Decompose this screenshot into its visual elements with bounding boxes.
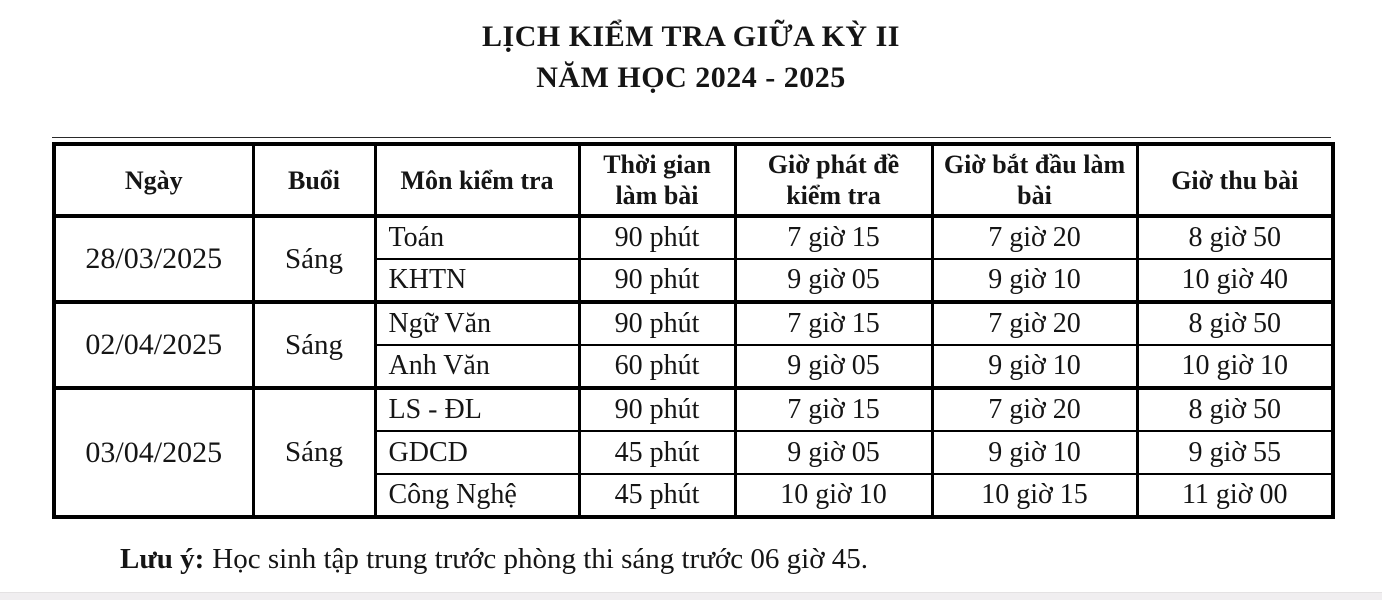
subject-cell: KHTN: [375, 259, 579, 302]
handout-cell: 9 giờ 05: [735, 259, 932, 302]
collect-cell: 8 giờ 50: [1137, 216, 1333, 259]
header-duration: Thời gian làm bài: [579, 144, 735, 216]
handout-cell: 7 giờ 15: [735, 388, 932, 431]
subject-cell: Công Nghệ: [375, 474, 579, 517]
subject-cell: LS - ĐL: [375, 388, 579, 431]
duration-cell: 45 phút: [579, 474, 735, 517]
header-handout-time: Giờ phát đề kiểm tra: [735, 144, 932, 216]
note-text: Học sinh tập trung trước phòng thi sáng trước 06 giờ 45.: [212, 543, 869, 575]
collect-cell: 8 giờ 50: [1137, 388, 1333, 431]
note-label: Lưu ý:: [120, 543, 205, 575]
start-cell: 9 giờ 10: [932, 431, 1137, 474]
start-cell: 7 giờ 20: [932, 216, 1137, 259]
table-row: [54, 388, 1333, 431]
handout-cell: 7 giờ 15: [735, 216, 932, 259]
start-cell: 10 giờ 15: [932, 474, 1137, 517]
header-date: Ngày: [54, 144, 253, 216]
subject-cell: Toán: [375, 216, 579, 259]
session-cell: Sáng: [253, 216, 375, 302]
date-cell: 03/04/2025: [54, 388, 253, 517]
header-collect-time: Giờ thu bài: [1137, 144, 1333, 216]
handout-cell: 7 giờ 15: [735, 302, 932, 345]
date-cell: 28/03/2025: [54, 216, 253, 302]
subject-cell: Anh Văn: [375, 345, 579, 388]
handout-cell: 9 giờ 05: [735, 431, 932, 474]
start-cell: 9 giờ 10: [932, 259, 1137, 302]
table-row: [54, 216, 1333, 259]
duration-cell: 90 phút: [579, 216, 735, 259]
duration-cell: 45 phút: [579, 431, 735, 474]
duration-cell: 90 phút: [579, 259, 735, 302]
table-top-rule: [52, 137, 1331, 138]
subject-cell: GDCD: [375, 431, 579, 474]
header-session: Buổi: [253, 144, 375, 216]
start-cell: 9 giờ 10: [932, 345, 1137, 388]
duration-cell: 60 phút: [579, 345, 735, 388]
exam-schedule-table: [52, 142, 1335, 519]
header-start-time: Giờ bắt đầu làm bài: [932, 144, 1137, 216]
handout-cell: 10 giờ 10: [735, 474, 932, 517]
collect-cell: 10 giờ 40: [1137, 259, 1333, 302]
footer-note: [120, 543, 868, 576]
handout-cell: 9 giờ 05: [735, 345, 932, 388]
start-cell: 7 giờ 20: [932, 302, 1137, 345]
collect-cell: 9 giờ 55: [1137, 431, 1333, 474]
duration-cell: 90 phút: [579, 302, 735, 345]
collect-cell: 11 giờ 00: [1137, 474, 1333, 517]
subject-cell: Ngữ Văn: [375, 302, 579, 345]
collect-cell: 8 giờ 50: [1137, 302, 1333, 345]
start-cell: 7 giờ 20: [932, 388, 1137, 431]
duration-cell: 90 phút: [579, 388, 735, 431]
session-cell: Sáng: [253, 302, 375, 388]
title-line-1: LỊCH KIỂM TRA GIỮA KỲ II: [482, 20, 900, 53]
document-title: [0, 16, 1382, 98]
date-cell: 02/04/2025: [54, 302, 253, 388]
collect-cell: 10 giờ 10: [1137, 345, 1333, 388]
table-header-row: [54, 144, 1333, 216]
header-subject: Môn kiểm tra: [375, 144, 579, 216]
session-cell: Sáng: [253, 388, 375, 517]
table-row: [54, 302, 1333, 345]
title-line-2: NĂM HỌC 2024 - 2025: [536, 61, 846, 94]
bottom-scrollbar-track: [0, 592, 1382, 600]
